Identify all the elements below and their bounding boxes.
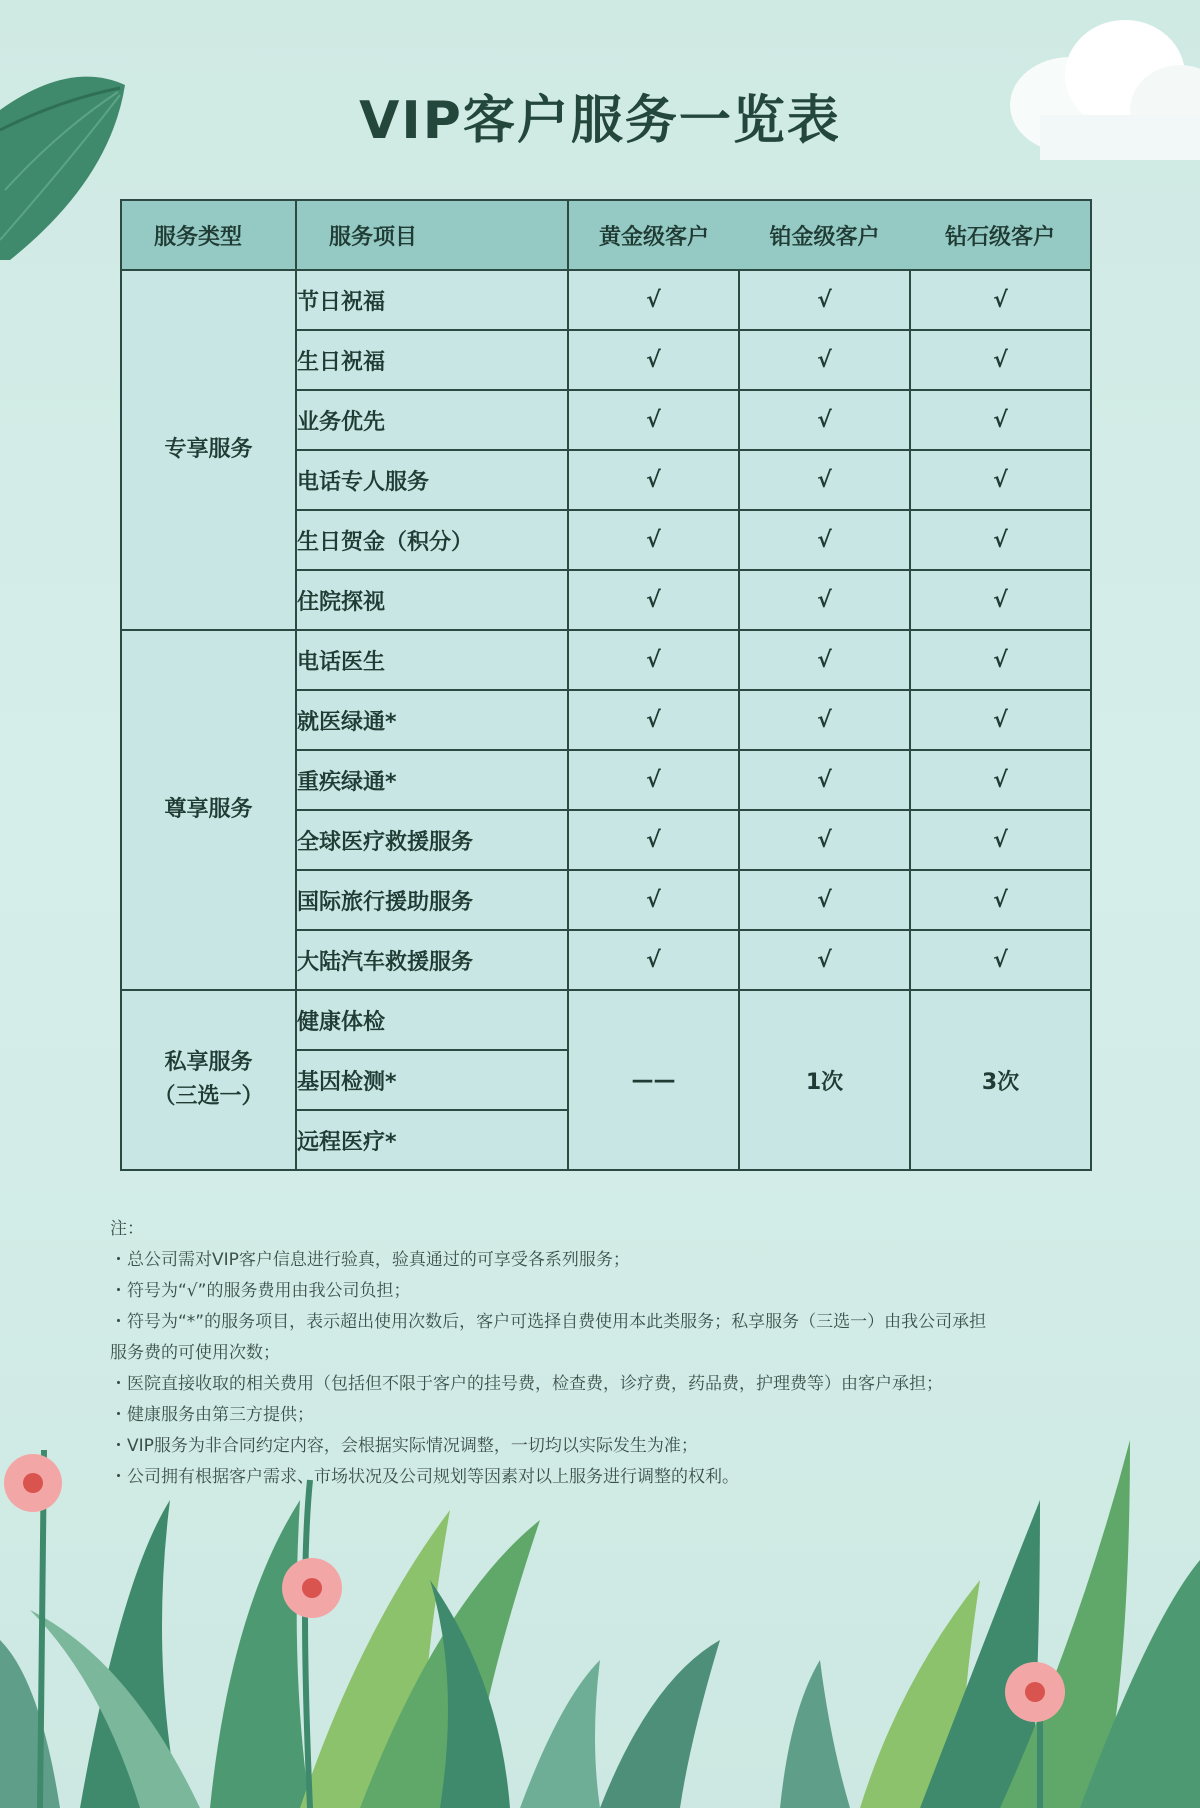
note-line: ・VIP服务为非合同约定内容，会根据实际情况调整，一切均以实际发生为准； <box>110 1436 698 1456</box>
table-row <box>121 630 1091 690</box>
check-mark: √ <box>739 270 910 330</box>
note-line: ・公司拥有根据客户需求、市场状况及公司规划等因素对以上服务进行调整的权利。 <box>110 1467 739 1487</box>
service-item: 电话专人服务 <box>296 450 568 510</box>
check-mark: √ <box>739 630 910 690</box>
check-mark: √ <box>568 930 739 990</box>
check-mark: √ <box>910 870 1091 930</box>
check-mark: √ <box>739 450 910 510</box>
check-mark: √ <box>739 930 910 990</box>
check-mark: √ <box>739 690 910 750</box>
service-item: 业务优先 <box>296 390 568 450</box>
category-private <box>121 990 296 1170</box>
check-mark: √ <box>910 570 1091 630</box>
note-line: ・符号为“√”的服务费用由我公司负担； <box>110 1281 411 1301</box>
note-line: 服务费的可使用次数； <box>110 1343 280 1363</box>
page-title: VIP客户服务一览表 <box>359 91 841 151</box>
service-item: 就医绿通* <box>296 690 568 750</box>
check-mark: √ <box>568 270 739 330</box>
check-mark: √ <box>910 450 1091 510</box>
check-mark: √ <box>910 510 1091 570</box>
check-mark: √ <box>910 690 1091 750</box>
service-item: 基因检测* <box>296 1050 568 1110</box>
header-diamond: 钻石级客户 <box>910 200 1091 270</box>
category-premium: 尊享服务 <box>121 630 296 990</box>
platinum-private-value: 1次 <box>739 990 910 1170</box>
service-item: 电话医生 <box>296 630 568 690</box>
service-item: 住院探视 <box>296 570 568 630</box>
check-mark: √ <box>568 750 739 810</box>
check-mark: √ <box>910 810 1091 870</box>
check-mark: √ <box>568 330 739 390</box>
header-service-type: 服务类型 <box>121 200 296 270</box>
check-mark: √ <box>910 330 1091 390</box>
gold-private-value: —— <box>568 990 739 1170</box>
check-mark: √ <box>910 390 1091 450</box>
check-mark: √ <box>910 930 1091 990</box>
check-mark: √ <box>568 870 739 930</box>
table-row <box>121 990 1091 1050</box>
check-mark: √ <box>568 570 739 630</box>
check-mark: √ <box>910 750 1091 810</box>
check-mark: √ <box>568 390 739 450</box>
flower-icon <box>2 1452 64 1514</box>
check-mark: √ <box>739 510 910 570</box>
category-private-label: 私享服务 <box>164 1050 253 1075</box>
check-mark: √ <box>568 450 739 510</box>
service-item: 远程医疗* <box>296 1110 568 1170</box>
flower-icon <box>1003 1660 1067 1724</box>
grass-icon <box>0 1380 1200 1808</box>
check-mark: √ <box>568 690 739 750</box>
service-item: 全球医疗救援服务 <box>296 810 568 870</box>
service-item: 生日贺金（积分） <box>296 510 568 570</box>
category-exclusive: 专享服务 <box>121 270 296 630</box>
check-mark: √ <box>568 630 739 690</box>
note-line: ・符号为“*”的服务项目，表示超出使用次数后，客户可选择自费使用本此类服务；私享服务（三选一）由我公司承担 <box>110 1312 987 1332</box>
check-mark: √ <box>739 330 910 390</box>
table-header-row <box>121 200 1091 270</box>
service-item: 健康体检 <box>296 990 568 1050</box>
check-mark: √ <box>910 270 1091 330</box>
header-gold: 黄金级客户 <box>568 200 739 270</box>
check-mark: √ <box>910 630 1091 690</box>
check-mark: √ <box>739 870 910 930</box>
check-mark: √ <box>739 750 910 810</box>
service-item: 国际旅行援助服务 <box>296 870 568 930</box>
diamond-private-value: 3次 <box>910 990 1091 1170</box>
header-platinum: 铂金级客户 <box>739 200 910 270</box>
check-mark: √ <box>568 510 739 570</box>
service-table <box>120 199 1092 1171</box>
check-mark: √ <box>739 810 910 870</box>
category-private-note: （三选一） <box>153 1084 264 1109</box>
service-item: 节日祝福 <box>296 270 568 330</box>
header-service-item: 服务项目 <box>296 200 568 270</box>
table-row <box>121 270 1091 330</box>
service-item: 生日祝福 <box>296 330 568 390</box>
note-line: ・健康服务由第三方提供； <box>110 1405 314 1425</box>
note-line: ・总公司需对VIP客户信息进行验真，验真通过的可享受各系列服务； <box>110 1250 630 1270</box>
check-mark: √ <box>739 570 910 630</box>
check-mark: √ <box>739 390 910 450</box>
service-item: 重疾绿通* <box>296 750 568 810</box>
flower-icon <box>280 1556 344 1620</box>
check-mark: √ <box>568 810 739 870</box>
notes-title: 注： <box>110 1219 144 1239</box>
note-line: ・医院直接收取的相关费用（包括但不限于客户的挂号费，检查费，诊疗费，药品费，护理费等）由客户承担； <box>110 1374 943 1394</box>
service-item: 大陆汽车救援服务 <box>296 930 568 990</box>
